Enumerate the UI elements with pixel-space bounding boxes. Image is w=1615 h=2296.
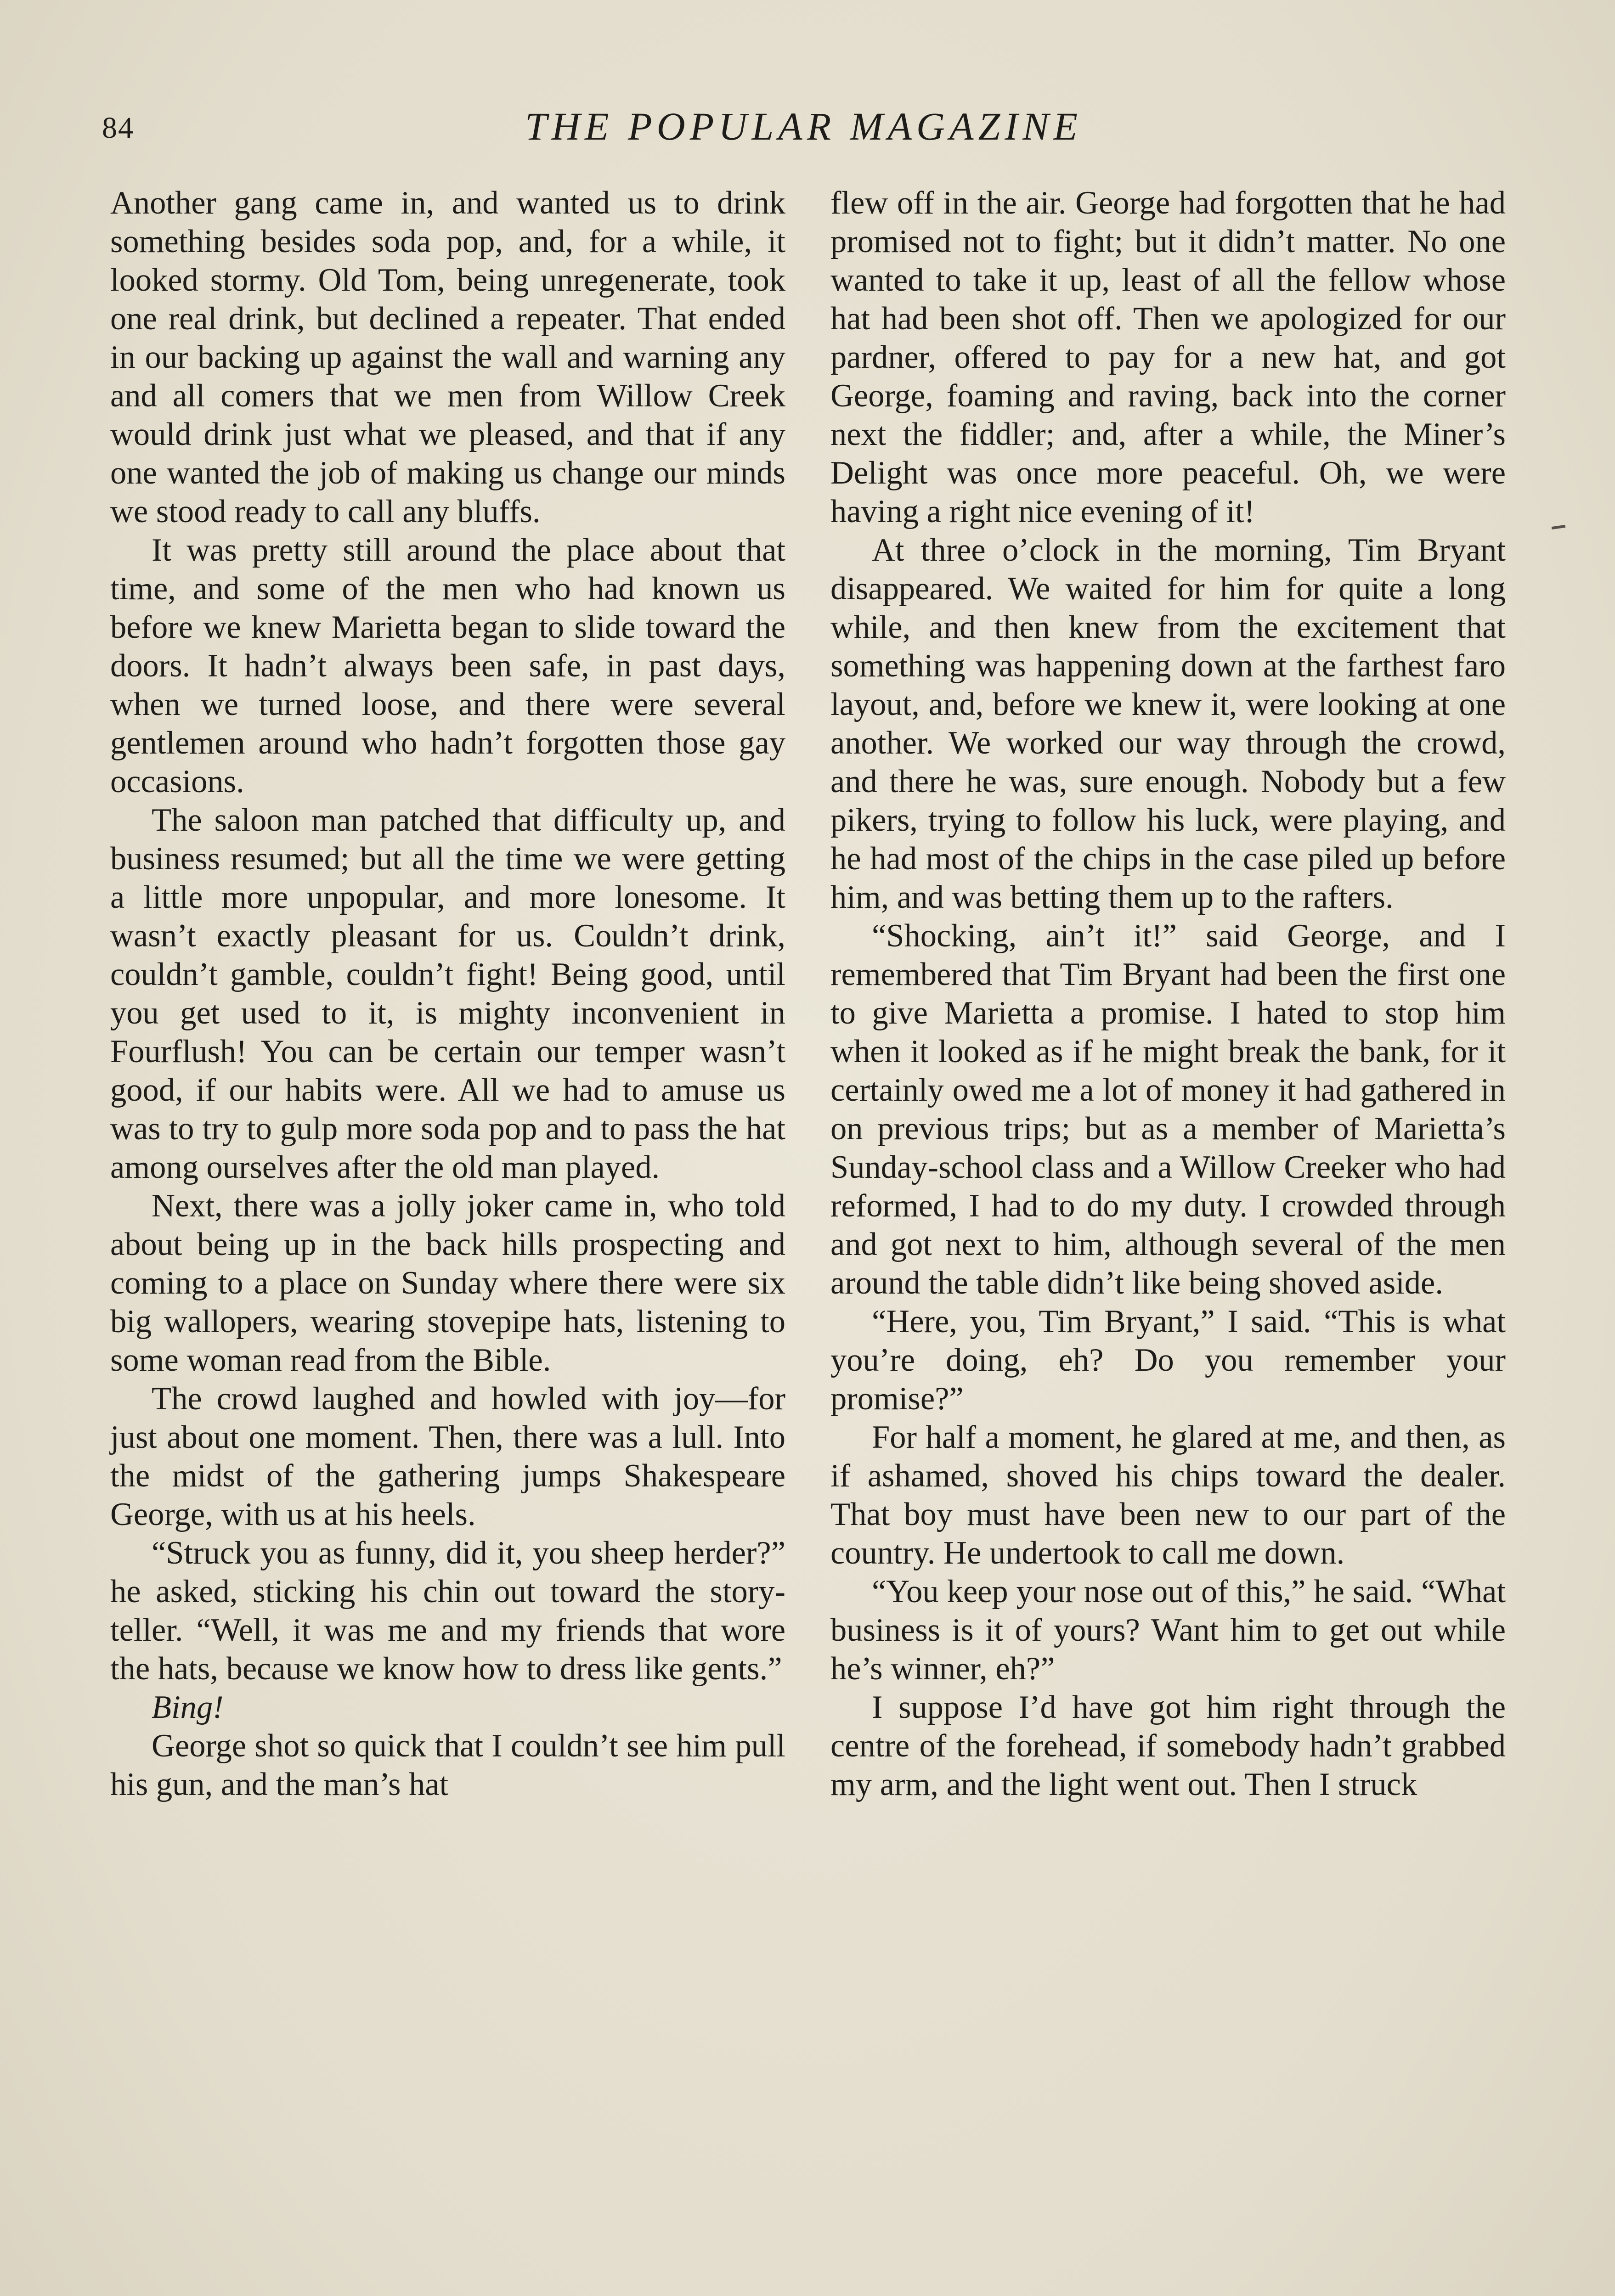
paragraph-bing: Bing! — [152, 1689, 224, 1725]
paragraph: George shot so quick that I couldn’t see him pull his gun, and the man’s hat — [110, 1728, 785, 1802]
left-column — [110, 184, 785, 1804]
paragraph: At three o’clock in the morning, Tim Bryant disappeared. We waited for him for quite a long while, and then knew from the excitement that something was happening down at the farthest faro layout, and, before we knew it, were looking at one another. We worked our way through the crowd, and there he was, sure enough. Nobody but a few pikers, trying to follow his luck, were playing, and he had most of the chips in the case piled up before him, and was betting them up to the rafters. — [830, 532, 1506, 915]
paragraph: I suppose I’d have got him right through the centre of the forehead, if somebody hadn’t grabbed my arm, and the light went out. Then I struck — [830, 1689, 1506, 1802]
paragraph: flew off in the air. George had forgotten that he had promised not to fight; but it didn’t matter. No one wanted to take it up, least of all the fellow whose hat had been shot off. Then we apologized for our pardner, offered to pay for a new hat, and got George, foaming and raving, back into the corner next the fiddler; and, after a while, the Miner’s Delight was once more peaceful. Oh, we were having a right nice evening of it! — [830, 185, 1506, 529]
paragraph: “Struck you as funny, did it, you sheep herder?” he asked, sticking his chin out toward the story-teller. “Well, it was me and my friends that wore the hats, because we know how to dress like gents.” — [110, 1535, 785, 1687]
paragraph: The saloon man patched that difficulty up, and business resumed; but all the time we were getting a little more unpopular, and more lonesome. It wasn’t exactly pleasant for us. Couldn’t drink, couldn’t gamble, couldn’t fight! Being good, until you get used to it, is mighty inconvenient in Fourflush! You can be certain our temper wasn’t good, if our habits were. All we had to amuse us was to try to gulp more soda pop and to pass the hat among ourselves after the old man played. — [110, 802, 785, 1185]
right-column — [830, 184, 1506, 1804]
paragraph: “Here, you, Tim Bryant,” I said. “This is what you’re doing, eh? Do you remember your promise?” — [830, 1304, 1506, 1417]
paragraph: “Shocking, ain’t it!” said George, and I remembered that Tim Bryant had been the first one to give Marietta a promise. I hated to stop him when it looked as if he might break the bank, for it certainly owed me a lot of money it had gathered in on previous trips; but as a member of Marietta’s Sunday-school class and a Willow Creeker who had reformed, I had to do my duty. I crowded through and got next to him, although several of the men around the table didn’t like being shoved aside. — [830, 918, 1506, 1301]
margin-mark — [1552, 525, 1566, 529]
running-title: THE POPULAR MAGAZINE — [525, 104, 1082, 148]
page-header — [102, 103, 1505, 158]
paragraph: Another gang came in, and wanted us to drink something besides soda pop, and, for a while, it looked stormy. Old Tom, being unregenerate, took one real drink, but declined a repeater. That ended in our backing up against the wall and warning any and all comers that we men from Willow Creek would drink just what we pleased, and that if any one wanted the job of making us change our minds we stood ready to call any bluffs. — [110, 185, 785, 529]
paragraph: It was pretty still around the place about that time, and some of the men who had known us before we knew Marietta began to slide toward the doors. It hadn’t always been safe, in past days, when we turned loose, and there were several gentlemen around who hadn’t forgotten those gay occasions. — [110, 532, 785, 799]
page-number: 84 — [102, 111, 134, 145]
paragraph: For half a moment, he glared at me, and then, as if ashamed, shoved his chips toward the dealer. That boy must have been new to our part of the country. He undertook to call me down. — [830, 1419, 1506, 1571]
paragraph: The crowd laughed and howled with joy—for just about one moment. Then, there was a lull. Into the midst of the gathering jumps Shakespeare George, with us at his heels. — [110, 1381, 785, 1532]
paragraph: Next, there was a jolly joker came in, who told about being up in the back hills prospecting and coming to a place on Sunday where there were six big wallopers, wearing stovepipe hats, listening to some woman read from the Bible. — [110, 1188, 785, 1378]
paragraph: “You keep your nose out of this,” he said. “What business is it of yours? Want him to get out while he’s winner, eh?” — [830, 1574, 1506, 1687]
